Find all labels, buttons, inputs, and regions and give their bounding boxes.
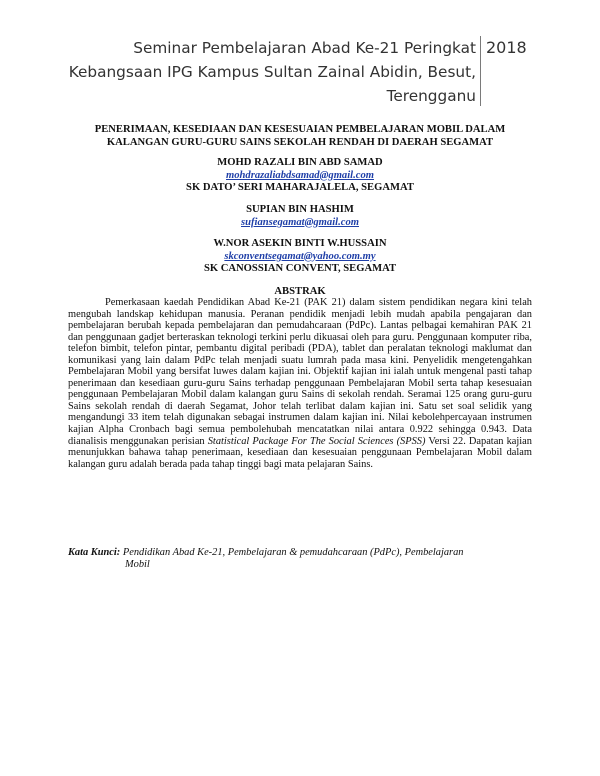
seminar-title-line: Kebangsaan IPG Kampus Sultan Zainal Abidin, Besut,: [68, 63, 476, 81]
paper-title: [60, 123, 540, 149]
author-school: SK DATO’ SERI MAHARAJALELA, SEGAMAT: [186, 182, 414, 193]
header-year: 2018: [486, 38, 527, 57]
header-divider: [480, 36, 481, 106]
abstract-heading: ABSTRAK: [274, 286, 326, 297]
abstract-text: Versi 22. Dapatan kajian menunjukkan bahawa tahap penerimaan, kesediaan dan kesesuaian penggunaan Pembelajaran Mobil dalam kalangan guru adalah berada pada tahap tinggi bagi mata pelajaran Sains.: [68, 435, 532, 470]
author-block: [60, 238, 540, 276]
paper-title-line: KALANGAN GURU-GURU SAINS SEKOLAH RENDAH DI DAERAH SEGAMAT: [106, 137, 494, 148]
keywords: [68, 547, 532, 571]
author-name: SUPIAN BIN HASHIM: [246, 204, 354, 215]
keywords-line: [68, 547, 532, 559]
author-school: SK CANOSSIAN CONVENT, SEGAMAT: [203, 263, 397, 274]
page-header: [60, 36, 540, 106]
abstract-software-name: Statistical Package For The Social Sciences (SPSS): [207, 435, 426, 447]
seminar-title-line: Seminar Pembelajaran Abad Ke-21 Peringkat: [133, 39, 476, 57]
author-name: MOHD RAZALI BIN ABD SAMAD: [217, 157, 383, 168]
seminar-title: [60, 36, 476, 108]
abstract-text: Pemerkasaan kaedah Pendidikan Abad Ke-21 (PAK 21) dalam sistem pendidikan negara kini telah mengubah landskap kehidupan manusia. Peranan pendidik menjadi lebih mudah apabila pengajaran dan pembelajaran berubah kepada pembelajaran dan pemudahcaraan (PdPc). Lantas pelbagai kemahiran PAK 21 dan penggunaan gadjet berteraskan teknologi terkini perlu dikuasai oleh para guru. Penggunaan komputer riba, telefon bimbit, telefon pintar, pembantu digital peribadi (PDA), tablet dan peralatan teknologi maklumat dan komunikasi yang lain dalam PdPc telah menjadi suatu lumrah pada masa kini. Penyelidik mengetengahkan Pembelajaran Mobil yang bersifat luwes dalam kajian ini. Objektif kajian ini ialah untuk mengenal pasti tahap penerimaan dan kesediaan guru-guru Sains terhadap penggunaan Pembelajaran Mobil serta tahap kesesuaian penggunaan Pembelajaran Mobil dalam kalangan guru Sains di sekolah rendah. Seramai 125 orang guru-guru Sains sekolah rendah di daerah Segamat, Johor telah terlibat dalam kajian ini. Satu set soal selidik yang mengandungi 33 item telah digunakan sebagai instrumen dalam kajian ini. Nilai kebolehpercayaan instrumen kajian Alpha Cronbach bagi semua pembolehubah mencatatkan nilai antara 0.922 sehingga 0.943. Data dianalisis menggunakan perisian: [68, 297, 532, 447]
author-name: W.NOR ASEKIN BINTI W.HUSSAIN: [213, 238, 387, 249]
abstract-body: [68, 297, 532, 470]
author-block: [60, 157, 540, 195]
keywords-list: Pendidikan Abad Ke-21, Pembelajaran & pemudahcaraan (PdPc), Pembelajaran: [122, 547, 464, 558]
paper-title-line: PENERIMAAN, KESEDIAAN DAN KESESUAIAN PEMBELAJARAN MOBIL DALAM: [94, 124, 506, 135]
seminar-title-line: Terengganu: [386, 87, 476, 105]
author-email-link[interactable]: skconventsegamat@yahoo.com.my: [224, 250, 376, 262]
keywords-label: Kata Kunci:: [68, 547, 121, 558]
author-email-link[interactable]: sufiansegamat@gmail.com: [241, 216, 359, 228]
author-email-link[interactable]: mohdrazaliabdsamad@gmail.com: [225, 169, 375, 181]
keywords-line: Mobil: [125, 559, 150, 570]
author-block: [60, 204, 540, 229]
